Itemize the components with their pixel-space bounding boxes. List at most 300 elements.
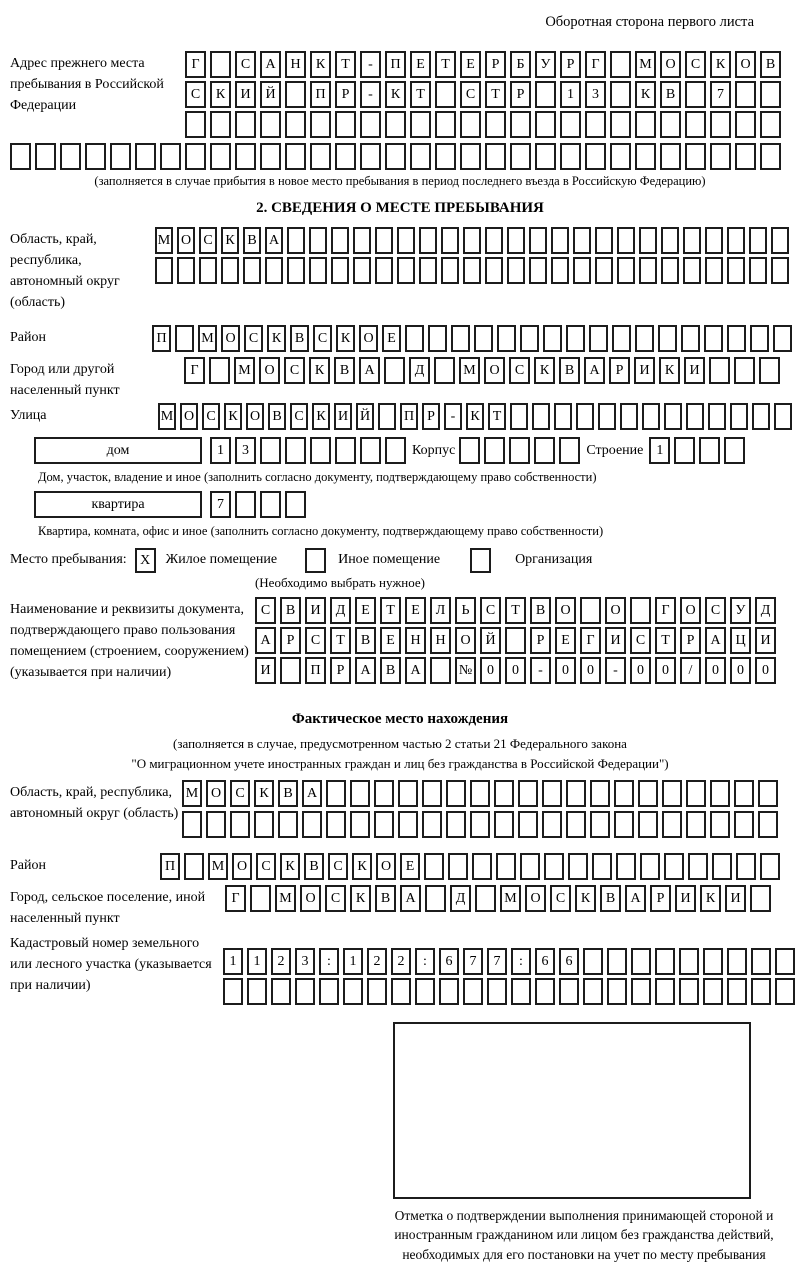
char-cell[interactable] — [566, 811, 586, 838]
char-cell[interactable] — [260, 437, 281, 464]
char-cell[interactable]: В — [278, 780, 298, 807]
char-cell[interactable] — [583, 948, 603, 975]
char-cell[interactable] — [660, 111, 681, 138]
char-cell[interactable]: В — [380, 657, 401, 684]
char-cell[interactable]: К — [710, 51, 731, 78]
char-cell[interactable] — [206, 811, 226, 838]
char-cell[interactable] — [681, 325, 700, 352]
char-cell[interactable] — [635, 111, 656, 138]
char-cell[interactable]: 7 — [210, 491, 231, 518]
char-cell[interactable] — [734, 811, 754, 838]
char-cell[interactable] — [560, 111, 581, 138]
char-cell[interactable] — [727, 948, 747, 975]
char-cell[interactable] — [280, 657, 301, 684]
char-cell[interactable]: О — [735, 51, 756, 78]
char-cell[interactable] — [771, 227, 789, 254]
char-cell[interactable] — [378, 403, 396, 430]
char-cell[interactable] — [730, 403, 748, 430]
char-cell[interactable]: М — [198, 325, 217, 352]
char-cell[interactable]: А — [302, 780, 322, 807]
char-cell[interactable]: И — [255, 657, 276, 684]
char-cell[interactable] — [260, 143, 281, 170]
char-cell[interactable]: А — [400, 885, 421, 912]
char-cell[interactable]: К — [466, 403, 484, 430]
char-cell[interactable] — [428, 325, 447, 352]
char-cell[interactable] — [398, 780, 418, 807]
char-cell[interactable]: И — [605, 627, 626, 654]
char-cell[interactable]: 0 — [705, 657, 726, 684]
char-cell[interactable]: И — [684, 357, 705, 384]
char-cell[interactable]: С — [705, 597, 726, 624]
char-cell[interactable] — [254, 811, 274, 838]
char-cell[interactable] — [542, 811, 562, 838]
char-cell[interactable] — [590, 811, 610, 838]
char-cell[interactable]: Т — [380, 597, 401, 624]
char-cell[interactable] — [210, 51, 231, 78]
char-cell[interactable]: : — [415, 948, 435, 975]
char-cell[interactable]: 7 — [710, 81, 731, 108]
char-cell[interactable] — [529, 257, 547, 284]
checkbox-other-premise[interactable] — [305, 548, 326, 573]
char-cell[interactable] — [638, 780, 658, 807]
char-cell[interactable] — [155, 257, 173, 284]
char-cell[interactable] — [703, 978, 723, 1005]
char-cell[interactable] — [751, 948, 771, 975]
char-cell[interactable] — [235, 143, 256, 170]
char-cell[interactable] — [639, 227, 657, 254]
char-cell[interactable] — [760, 111, 781, 138]
char-cell[interactable] — [85, 143, 106, 170]
char-cell[interactable]: Й — [356, 403, 374, 430]
char-cell[interactable]: 7 — [487, 948, 507, 975]
char-cell[interactable] — [494, 811, 514, 838]
char-cell[interactable]: А — [405, 657, 426, 684]
char-cell[interactable]: М — [500, 885, 521, 912]
char-cell[interactable]: П — [305, 657, 326, 684]
char-cell[interactable] — [727, 257, 745, 284]
char-cell[interactable] — [542, 780, 562, 807]
char-cell[interactable] — [260, 491, 281, 518]
char-cell[interactable] — [699, 437, 720, 464]
char-cell[interactable]: Т — [655, 627, 676, 654]
char-cell[interactable] — [60, 143, 81, 170]
char-cell[interactable] — [496, 853, 516, 880]
char-cell[interactable]: В — [559, 357, 580, 384]
char-cell[interactable]: А — [255, 627, 276, 654]
char-cell[interactable] — [285, 437, 306, 464]
char-cell[interactable]: А — [260, 51, 281, 78]
char-cell[interactable] — [405, 325, 424, 352]
char-cell[interactable]: К — [352, 853, 372, 880]
char-cell[interactable]: 1 — [210, 437, 231, 464]
char-cell[interactable] — [285, 491, 306, 518]
char-cell[interactable] — [710, 780, 730, 807]
char-cell[interactable] — [511, 978, 531, 1005]
char-cell[interactable]: Е — [380, 627, 401, 654]
char-cell[interactable] — [360, 111, 381, 138]
char-cell[interactable]: Е — [382, 325, 401, 352]
char-cell[interactable] — [573, 257, 591, 284]
char-cell[interactable] — [350, 811, 370, 838]
char-cell[interactable] — [750, 885, 771, 912]
char-cell[interactable] — [534, 437, 555, 464]
char-cell[interactable]: С — [509, 357, 530, 384]
char-cell[interactable]: Т — [505, 597, 526, 624]
char-cell[interactable]: Б — [510, 51, 531, 78]
char-cell[interactable] — [661, 257, 679, 284]
char-cell[interactable]: Р — [280, 627, 301, 654]
char-cell[interactable]: 0 — [630, 657, 651, 684]
char-cell[interactable]: Д — [330, 597, 351, 624]
char-cell[interactable]: Д — [450, 885, 471, 912]
char-cell[interactable]: 1 — [223, 948, 243, 975]
char-cell[interactable]: М — [182, 780, 202, 807]
char-cell[interactable] — [422, 811, 442, 838]
char-cell[interactable] — [708, 403, 726, 430]
char-cell[interactable] — [485, 111, 506, 138]
char-cell[interactable] — [727, 978, 747, 1005]
char-cell[interactable] — [735, 143, 756, 170]
char-cell[interactable]: 0 — [480, 657, 501, 684]
char-cell[interactable]: Т — [330, 627, 351, 654]
char-cell[interactable] — [185, 143, 206, 170]
char-cell[interactable] — [559, 437, 580, 464]
char-cell[interactable]: Ь — [455, 597, 476, 624]
char-cell[interactable]: 6 — [559, 948, 579, 975]
char-cell[interactable] — [494, 780, 514, 807]
char-cell[interactable]: 1 — [560, 81, 581, 108]
char-cell[interactable]: К — [280, 853, 300, 880]
char-cell[interactable] — [343, 978, 363, 1005]
char-cell[interactable]: 1 — [343, 948, 363, 975]
char-cell[interactable] — [583, 978, 603, 1005]
char-cell[interactable] — [326, 811, 346, 838]
char-cell[interactable] — [243, 257, 261, 284]
char-cell[interactable]: П — [160, 853, 180, 880]
char-cell[interactable]: С — [202, 403, 220, 430]
char-cell[interactable] — [679, 948, 699, 975]
char-cell[interactable] — [735, 81, 756, 108]
char-cell[interactable] — [585, 111, 606, 138]
char-cell[interactable] — [375, 227, 393, 254]
char-cell[interactable]: П — [310, 81, 331, 108]
char-cell[interactable]: О — [455, 627, 476, 654]
char-cell[interactable] — [705, 227, 723, 254]
char-cell[interactable]: 3 — [585, 81, 606, 108]
char-cell[interactable]: Д — [409, 357, 430, 384]
char-cell[interactable] — [614, 811, 634, 838]
char-cell[interactable] — [448, 853, 468, 880]
char-cell[interactable]: В — [375, 885, 396, 912]
char-cell[interactable] — [271, 978, 291, 1005]
char-cell[interactable]: М — [158, 403, 176, 430]
char-cell[interactable] — [705, 257, 723, 284]
char-cell[interactable] — [507, 257, 525, 284]
char-cell[interactable] — [397, 257, 415, 284]
char-cell[interactable] — [734, 357, 755, 384]
char-cell[interactable] — [463, 227, 481, 254]
char-cell[interactable] — [686, 403, 704, 430]
char-cell[interactable] — [185, 111, 206, 138]
char-cell[interactable]: И — [675, 885, 696, 912]
char-cell[interactable] — [544, 853, 564, 880]
char-cell[interactable] — [775, 948, 795, 975]
char-cell[interactable]: № — [455, 657, 476, 684]
char-cell[interactable] — [660, 143, 681, 170]
char-cell[interactable]: Р — [422, 403, 440, 430]
char-cell[interactable]: А — [584, 357, 605, 384]
char-cell[interactable] — [485, 227, 503, 254]
char-cell[interactable] — [566, 325, 585, 352]
char-cell[interactable]: О — [232, 853, 252, 880]
char-cell[interactable] — [410, 111, 431, 138]
char-cell[interactable]: А — [359, 357, 380, 384]
char-cell[interactable] — [510, 111, 531, 138]
char-cell[interactable] — [435, 143, 456, 170]
char-cell[interactable]: С — [290, 403, 308, 430]
char-cell[interactable]: Г — [185, 51, 206, 78]
char-cell[interactable]: К — [210, 81, 231, 108]
char-cell[interactable] — [683, 257, 701, 284]
char-cell[interactable] — [326, 780, 346, 807]
char-cell[interactable]: К — [254, 780, 274, 807]
char-cell[interactable] — [616, 853, 636, 880]
char-cell[interactable]: М — [208, 853, 228, 880]
char-cell[interactable]: - — [360, 51, 381, 78]
char-cell[interactable]: Т — [335, 51, 356, 78]
char-cell[interactable]: В — [530, 597, 551, 624]
char-cell[interactable]: И — [334, 403, 352, 430]
char-cell[interactable]: Р — [530, 627, 551, 654]
char-cell[interactable] — [595, 257, 613, 284]
char-cell[interactable] — [374, 811, 394, 838]
char-cell[interactable]: С — [256, 853, 276, 880]
char-cell[interactable] — [260, 111, 281, 138]
char-cell[interactable] — [727, 227, 745, 254]
char-cell[interactable] — [422, 780, 442, 807]
char-cell[interactable] — [385, 111, 406, 138]
char-cell[interactable]: С — [313, 325, 332, 352]
char-cell[interactable] — [223, 978, 243, 1005]
char-cell[interactable]: В — [355, 627, 376, 654]
char-cell[interactable] — [209, 357, 230, 384]
char-cell[interactable] — [472, 853, 492, 880]
char-cell[interactable]: Г — [184, 357, 205, 384]
char-cell[interactable] — [610, 143, 631, 170]
char-cell[interactable] — [749, 257, 767, 284]
char-cell[interactable] — [460, 143, 481, 170]
char-cell[interactable] — [199, 257, 217, 284]
char-cell[interactable]: Е — [405, 597, 426, 624]
char-cell[interactable]: Р — [330, 657, 351, 684]
char-cell[interactable]: - — [360, 81, 381, 108]
char-cell[interactable] — [607, 978, 627, 1005]
char-cell[interactable] — [607, 948, 627, 975]
char-cell[interactable] — [367, 978, 387, 1005]
char-cell[interactable]: С — [460, 81, 481, 108]
char-cell[interactable]: - — [605, 657, 626, 684]
char-cell[interactable] — [662, 811, 682, 838]
char-cell[interactable] — [751, 978, 771, 1005]
char-cell[interactable] — [551, 227, 569, 254]
char-cell[interactable]: О — [180, 403, 198, 430]
char-cell[interactable] — [235, 491, 256, 518]
char-cell[interactable] — [658, 325, 677, 352]
char-cell[interactable] — [679, 978, 699, 1005]
char-cell[interactable] — [664, 403, 682, 430]
char-cell[interactable] — [775, 978, 795, 1005]
char-cell[interactable] — [758, 780, 778, 807]
char-cell[interactable] — [510, 403, 528, 430]
char-cell[interactable] — [631, 978, 651, 1005]
char-cell[interactable]: 6 — [535, 948, 555, 975]
char-cell[interactable]: С — [199, 227, 217, 254]
char-cell[interactable] — [210, 143, 231, 170]
char-cell[interactable] — [335, 437, 356, 464]
char-cell[interactable]: С — [328, 853, 348, 880]
char-cell[interactable]: Р — [485, 51, 506, 78]
char-cell[interactable] — [710, 143, 731, 170]
char-cell[interactable] — [610, 81, 631, 108]
char-cell[interactable]: О — [206, 780, 226, 807]
char-cell[interactable] — [520, 853, 540, 880]
char-cell[interactable]: О — [177, 227, 195, 254]
char-cell[interactable]: К — [267, 325, 286, 352]
char-cell[interactable]: У — [535, 51, 556, 78]
char-cell[interactable] — [309, 257, 327, 284]
char-cell[interactable] — [419, 257, 437, 284]
char-cell[interactable]: К — [221, 227, 239, 254]
char-cell[interactable] — [758, 811, 778, 838]
char-cell[interactable]: А — [355, 657, 376, 684]
char-cell[interactable] — [592, 853, 612, 880]
char-cell[interactable]: О — [555, 597, 576, 624]
char-cell[interactable] — [441, 257, 459, 284]
char-cell[interactable]: И — [235, 81, 256, 108]
char-cell[interactable] — [661, 227, 679, 254]
char-cell[interactable]: Р — [560, 51, 581, 78]
char-cell[interactable] — [485, 143, 506, 170]
char-cell[interactable] — [507, 227, 525, 254]
char-cell[interactable] — [535, 81, 556, 108]
char-cell[interactable]: А — [705, 627, 726, 654]
char-cell[interactable]: Р — [650, 885, 671, 912]
char-cell[interactable] — [475, 885, 496, 912]
char-cell[interactable] — [287, 227, 305, 254]
char-cell[interactable] — [331, 257, 349, 284]
char-cell[interactable] — [635, 325, 654, 352]
char-cell[interactable]: 0 — [555, 657, 576, 684]
char-cell[interactable] — [685, 143, 706, 170]
char-cell[interactable] — [704, 325, 723, 352]
char-cell[interactable]: С — [550, 885, 571, 912]
char-cell[interactable]: О — [221, 325, 240, 352]
char-cell[interactable] — [360, 437, 381, 464]
char-cell[interactable] — [559, 978, 579, 1005]
char-cell[interactable] — [590, 780, 610, 807]
char-cell[interactable] — [566, 780, 586, 807]
char-cell[interactable]: 2 — [391, 948, 411, 975]
char-cell[interactable] — [419, 227, 437, 254]
char-cell[interactable] — [617, 227, 635, 254]
char-cell[interactable] — [463, 257, 481, 284]
char-cell[interactable] — [415, 978, 435, 1005]
char-cell[interactable]: Н — [285, 51, 306, 78]
char-cell[interactable] — [639, 257, 657, 284]
char-cell[interactable] — [734, 780, 754, 807]
char-cell[interactable] — [470, 811, 490, 838]
char-cell[interactable] — [385, 143, 406, 170]
char-cell[interactable] — [285, 111, 306, 138]
char-cell[interactable] — [335, 143, 356, 170]
char-cell[interactable]: К — [700, 885, 721, 912]
char-cell[interactable] — [610, 111, 631, 138]
char-cell[interactable] — [177, 257, 195, 284]
char-cell[interactable] — [773, 325, 792, 352]
char-cell[interactable]: Г — [655, 597, 676, 624]
char-cell[interactable] — [375, 257, 393, 284]
char-cell[interactable] — [724, 437, 745, 464]
char-cell[interactable] — [518, 811, 538, 838]
char-cell[interactable] — [510, 143, 531, 170]
char-cell[interactable] — [446, 811, 466, 838]
char-cell[interactable] — [662, 780, 682, 807]
char-cell[interactable] — [710, 811, 730, 838]
char-cell[interactable] — [532, 403, 550, 430]
char-cell[interactable] — [612, 325, 631, 352]
char-cell[interactable]: С — [685, 51, 706, 78]
char-cell[interactable] — [664, 853, 684, 880]
char-cell[interactable] — [410, 143, 431, 170]
char-cell[interactable]: / — [680, 657, 701, 684]
char-cell[interactable] — [554, 403, 572, 430]
char-cell[interactable] — [573, 227, 591, 254]
char-cell[interactable] — [736, 853, 756, 880]
char-cell[interactable] — [175, 325, 194, 352]
char-cell[interactable] — [285, 143, 306, 170]
char-cell[interactable] — [640, 853, 660, 880]
char-cell[interactable] — [430, 657, 451, 684]
char-cell[interactable]: П — [152, 325, 171, 352]
char-cell[interactable] — [250, 885, 271, 912]
char-cell[interactable] — [497, 325, 516, 352]
char-cell[interactable]: О — [525, 885, 546, 912]
char-cell[interactable]: И — [305, 597, 326, 624]
char-cell[interactable] — [110, 143, 131, 170]
char-cell[interactable]: В — [660, 81, 681, 108]
char-cell[interactable] — [398, 811, 418, 838]
char-cell[interactable] — [10, 143, 31, 170]
char-cell[interactable] — [470, 780, 490, 807]
char-cell[interactable] — [703, 948, 723, 975]
char-cell[interactable]: 1 — [247, 948, 267, 975]
char-cell[interactable]: В — [304, 853, 324, 880]
char-cell[interactable] — [712, 853, 732, 880]
char-cell[interactable] — [589, 325, 608, 352]
char-cell[interactable]: В — [290, 325, 309, 352]
char-cell[interactable] — [598, 403, 616, 430]
char-cell[interactable] — [774, 403, 792, 430]
char-cell[interactable]: С — [185, 81, 206, 108]
char-cell[interactable]: С — [630, 627, 651, 654]
checkbox-organization[interactable] — [470, 548, 491, 573]
char-cell[interactable]: С — [255, 597, 276, 624]
char-cell[interactable] — [374, 780, 394, 807]
char-cell[interactable]: К — [224, 403, 242, 430]
char-cell[interactable]: Д — [755, 597, 776, 624]
char-cell[interactable]: Н — [430, 627, 451, 654]
char-cell[interactable]: Е — [555, 627, 576, 654]
